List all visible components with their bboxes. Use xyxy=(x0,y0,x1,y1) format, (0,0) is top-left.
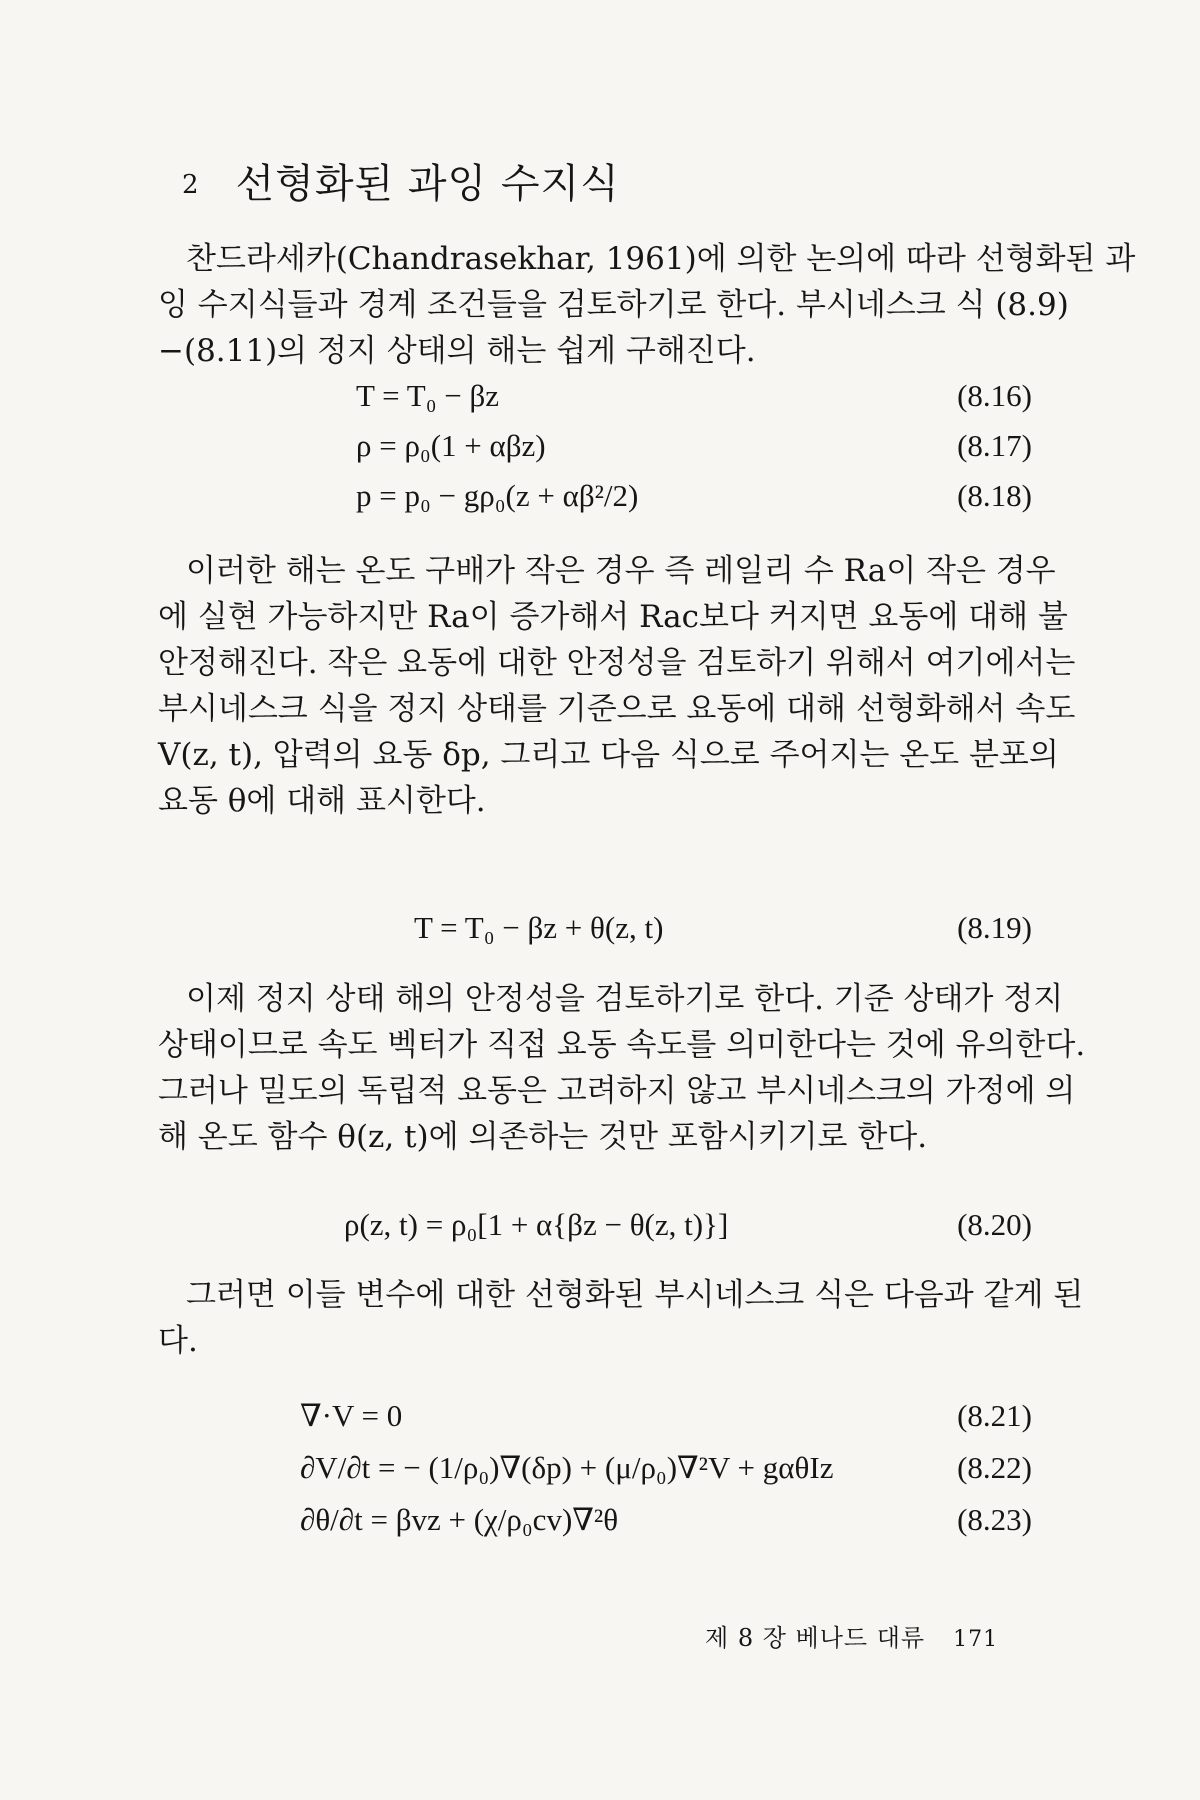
page-number: 171 xyxy=(953,1627,999,1652)
page-footer xyxy=(705,1618,998,1653)
text-line: 상태이므로 속도 벡터가 직접 요동 속도를 의미한다는 것에 유의한다. xyxy=(158,1027,1086,1063)
equation: ρ(z, t) = ρ₀[1 + α{βz − θ(z, t)}] xyxy=(344,1207,729,1242)
equation: p = p₀ − gρ₀(z + αβ²/2) xyxy=(356,478,639,513)
equation-number: (8.17) xyxy=(957,428,1032,463)
paragraph-1 xyxy=(158,236,1136,374)
text-line: 요동 θ에 대해 표시한다. xyxy=(158,783,486,819)
paragraph-4 xyxy=(158,1272,1084,1364)
text-line: 해 온도 함수 θ(z, t)에 의존하는 것만 포함시키기로 한다. xyxy=(158,1119,928,1155)
equation: ρ = ρ₀(1 + αβz) xyxy=(356,428,546,463)
text-line: −(8.11)의 정지 상태의 해는 쉽게 구해진다. xyxy=(158,333,756,369)
paragraph-2 xyxy=(158,548,1076,824)
section-title: 선형화된 과잉 수지식 xyxy=(235,161,620,207)
equation-number: (8.22) xyxy=(957,1450,1032,1485)
section-heading xyxy=(182,152,620,209)
chapter-title: 제 8 장 베나드 대류 xyxy=(705,1624,926,1652)
text-line: 잉 수지식들과 경계 조건들을 검토하기로 한다. 부시네스크 식 (8.9) xyxy=(158,287,1069,323)
text-line: 부시네스크 식을 정지 상태를 기준으로 요동에 대해 선형화해서 속도 xyxy=(158,691,1076,727)
equation-number: (8.23) xyxy=(957,1502,1032,1537)
text-line: 찬드라세카(Chandrasekhar, 1961)에 의한 논의에 따라 선형화된 과 xyxy=(186,241,1136,277)
paragraph-3 xyxy=(158,976,1086,1160)
equation-number: (8.21) xyxy=(957,1398,1032,1433)
text-line: 그러나 밀도의 독립적 요동은 고려하지 않고 부시네스크의 가정에 의 xyxy=(158,1073,1076,1109)
section-number: 2 xyxy=(182,170,200,200)
equation-number: (8.20) xyxy=(957,1207,1032,1242)
text-line: 에 실현 가능하지만 Ra이 증가해서 Rac보다 커지면 요동에 대해 불 xyxy=(158,599,1068,635)
equation: ∂θ/∂t = βvz + (χ/ρ₀cv)∇²θ xyxy=(300,1502,619,1537)
equation-number: (8.16) xyxy=(957,378,1032,413)
text-line: 안정해진다. 작은 요동에 대한 안정성을 검토하기 위해서 여기에서는 xyxy=(158,645,1076,681)
equation: T = T₀ − βz xyxy=(356,378,500,413)
equation: ∂V/∂t = − (1/ρ₀)∇(δp) + (μ/ρ₀)∇²V + gαθIz xyxy=(300,1450,834,1485)
text-line: 이제 정지 상태 해의 안정성을 검토하기로 한다. 기준 상태가 정지 xyxy=(186,981,1064,1017)
text-line: V(z, t), 압력의 요동 δp, 그리고 다음 식으로 주어지는 온도 분포의 xyxy=(158,737,1059,773)
equation: ∇·V = 0 xyxy=(300,1398,403,1433)
text-line: 이러한 해는 온도 구배가 작은 경우 즉 레일리 수 Ra이 작은 경우 xyxy=(186,553,1056,589)
equation-number: (8.19) xyxy=(957,910,1032,945)
equation: T = T₀ − βz + θ(z, t) xyxy=(414,910,664,945)
text-line: 다. xyxy=(158,1323,198,1359)
equation-number: (8.18) xyxy=(957,478,1032,513)
text-line: 그러면 이들 변수에 대한 선형화된 부시네스크 식은 다음과 같게 된 xyxy=(186,1277,1084,1313)
